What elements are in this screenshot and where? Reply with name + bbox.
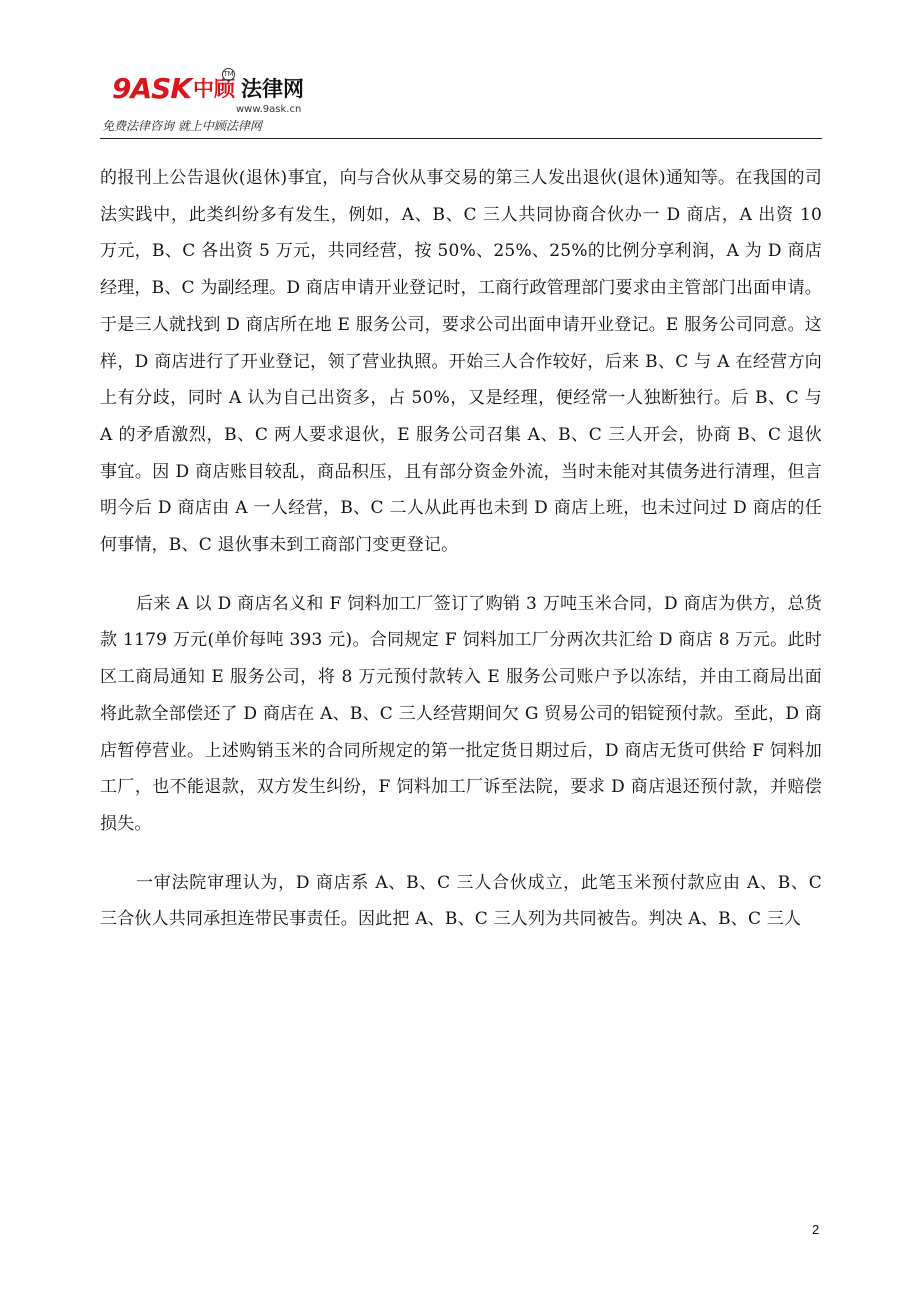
- site-domain: www.9ask.cn: [236, 104, 302, 115]
- header-divider: [100, 138, 822, 139]
- document-body: [100, 160, 822, 938]
- paragraph-3: 一审法院审理认为，D 商店系 A、B、C 三人合伙成立，此笔玉米预付款应由 A、B、C 三合伙人共同承担连带民事责任。因此把 A、B、C 三人列为共同被告。判决 A、B、C 三人: [100, 872, 822, 930]
- page-number: 2: [812, 1222, 820, 1237]
- paragraph-1: 的报刊上公告退伙(退休)事宜，向与合伙从事交易的第三人发出退伙(退休)通知等。在我国的司法实践中，此类纠纷多有发生，例如，A、B、C 三人共同协商合伙办一 D 商店，A 出资 10 万元，B、C 各出资 5 万元，共同经营，按 50%、25%、25%的比例分享利润，A 为 D 商店经理，B、C 为副经理。D 商店申请开业登记时，工商行政管理部门要求由主管部门出面申请。于是三人就找到 D 商店所在地 E 服务公司，要求公司出面申请开业登记。E 服务公司同意。这样，D 商店进行了开业登记，领了营业执照。开始三人合作较好，后来 B、C 与 A 在经营方向上有分歧，同时 A 认为自己出资多，占 50%，又是经理，便经常一人独断独行。后 B、C 与 A 的矛盾激烈，B、C 两人要求退伙，E 服务公司召集 A、B、C 三人开会，协商 B、C 退伙事宜。因 D 商店账目较乱，商品积压，且有部分资金外流，当时未能对其债务进行清理，但言明今后 D 商店由 A 一人经营，B、C 二人从此再也未到 D 商店上班，也未过问过 D 商店的任何事情，B、C 退伙事未到工商部门变更登记。: [100, 168, 822, 556]
- logo-zhonggu-text: 中顾: [193, 77, 236, 101]
- logo-9ask-text: 9ASK: [112, 72, 192, 105]
- logo-falv-text: 法律网: [241, 77, 305, 101]
- trademark-icon: TM: [222, 68, 235, 81]
- site-logo[interactable]: [112, 72, 304, 106]
- page-header: [100, 70, 820, 140]
- site-slogan: 免费法律咨询 就上中顾法律网: [102, 119, 262, 133]
- paragraph-2: 后来 A 以 D 商店名义和 F 饲料加工厂签订了购销 3 万吨玉米合同，D 商店为供方，总货款 1179 万元(单价每吨 393 元)。合同规定 F 饲料加工厂分两次共汇给 D 商店 8 万元。此时区工商局通知 E 服务公司，将 8 万元预付款转入 E 服务公司账户予以冻结，并由工商局出面将此款全部偿还了 D 商店在 A、B、C 三人经营期间欠 G 贸易公司的铝锭预付款。至此，D 商店暂停营业。上述购销玉米的合同所规定的第一批定货日期过后，D 商店无货可供给 F 饲料加工厂，也不能退款，双方发生纠纷，F 饲料加工厂诉至法院，要求 D 商店退还预付款，并赔偿损失。: [100, 593, 822, 834]
